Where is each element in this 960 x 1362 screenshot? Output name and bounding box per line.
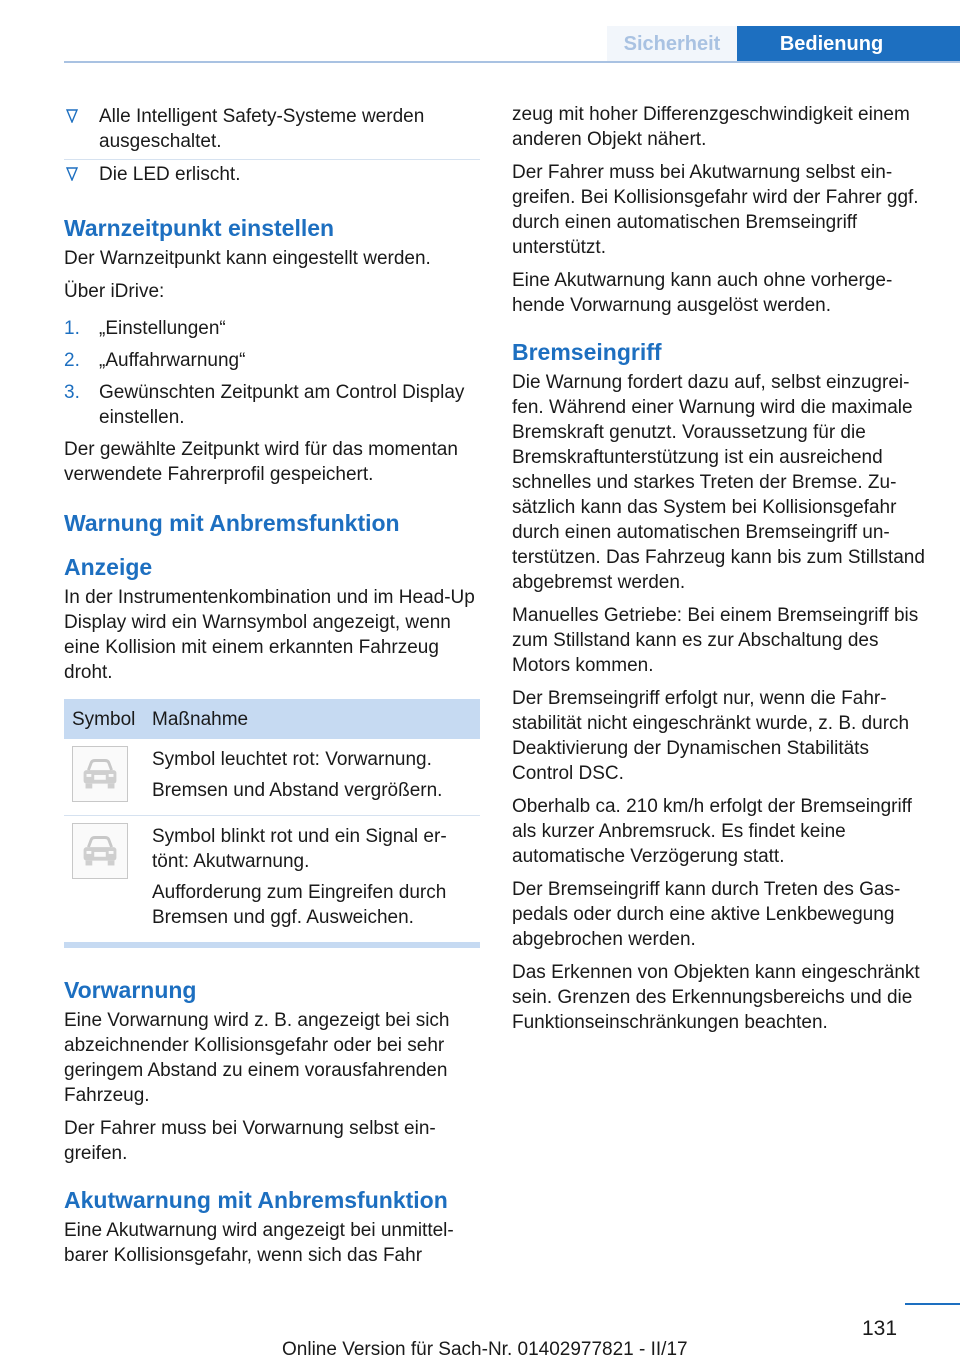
bullet-text: Alle Intelligent Safety-Systeme werden ausgeschaltet. bbox=[99, 106, 425, 152]
paragraph: Das Erkennen von Objekten kann eingeschränkt sein. Grenzen des Erkennungsbereichs und die Funktionseinschränkungen beachten. bbox=[512, 962, 920, 1033]
column-header: Symbol bbox=[64, 699, 144, 739]
bullet-text: Die LED erlischt. bbox=[99, 164, 241, 185]
car-warning-icon bbox=[72, 746, 128, 802]
table-row bbox=[64, 816, 480, 946]
action-text: Bremsen und Abstand vergrößern. bbox=[152, 780, 443, 801]
step-number: 1. bbox=[64, 318, 80, 339]
paragraph: zeug mit hoher Differenzgeschwindigkeit einem anderen Objekt nähert. bbox=[512, 104, 910, 150]
action-text: Symbol leuchtet rot: Vorwarnung. bbox=[152, 749, 432, 770]
paragraph: Über iDrive: bbox=[64, 281, 165, 302]
heading-vorwarnung: Vorwarnung bbox=[64, 977, 197, 1003]
list-item bbox=[64, 102, 480, 160]
paragraph: Der Fahrer muss bei Vorwarnung selbst eingreifen. bbox=[64, 1118, 436, 1164]
paragraph: Eine Vorwarnung wird z. B. angezeigt bei sich abzeichnender Kollisionsgefahr oder bei sehr geringem Abstand zu einem vorausfahrenden Fahrzeug. bbox=[64, 1010, 450, 1106]
tab-sicherheit[interactable]: Sicherheit bbox=[607, 26, 737, 62]
heading-bremseingriff: Bremseingriff bbox=[512, 339, 662, 365]
action-cell bbox=[144, 739, 480, 816]
paragraph: Die Warnung fordert dazu auf, selbst einzugreifen. Während einer Warnung wird die maximale Bremskraft genutzt. Voraussetzung für die Bremskraftunterstützung ist ein ausreichend schnelles und starkes Treten der Bremse. Zusätzlich kann das System bei Kollisionsgefahr durch einen automatischen Bremseingriff unterstützen. Das Fahrzeug kann bis zum Stillstand abgebremst werden. bbox=[512, 372, 925, 593]
heading-warnzeitpunkt: Warnzeitpunkt einstellen bbox=[64, 215, 335, 241]
steps-list bbox=[64, 316, 480, 430]
car-warning-icon bbox=[72, 823, 128, 879]
step-text: „Einstellungen“ bbox=[99, 318, 226, 339]
table-header-row bbox=[64, 699, 480, 739]
column-header: Maßnahme bbox=[144, 699, 480, 739]
paragraph: Eine Akutwarnung kann auch ohne vorhergehende Vorwarnung ausgelöst werden. bbox=[512, 270, 893, 316]
bullet-triangle-icon bbox=[66, 167, 78, 181]
action-cell bbox=[144, 816, 480, 946]
paragraph: Manuelles Getriebe: Bei einem Bremseingriff bis zum Stillstand kann es zur Abschaltung des Motors kommen. bbox=[512, 605, 919, 676]
table-row bbox=[64, 739, 480, 816]
step-text: Gewünschten Zeitpunkt am Control Display einstellen. bbox=[99, 382, 465, 428]
section-tabs bbox=[607, 26, 960, 62]
paragraph: Oberhalb ca. 210 km/h erfolgt der Bremseingriff als kurzer Anbremsruck. Es findet keine automatische Verzögerung statt. bbox=[512, 796, 912, 867]
online-version-footer: Online Version für Sach-Nr. 01402977821 - II/17 bbox=[282, 1339, 688, 1360]
footer-rule bbox=[905, 1303, 960, 1305]
step-text: „Auffahrwarnung“ bbox=[99, 350, 246, 371]
action-text: Symbol blinkt rot und ein Signal ertönt: Akutwarnung. bbox=[152, 826, 447, 872]
header-rule bbox=[64, 61, 960, 63]
page-number: 131 bbox=[862, 1317, 898, 1340]
list-item bbox=[64, 380, 480, 430]
paragraph: Der Bremseingriff kann durch Treten des Gaspedals oder durch eine aktive Lenkbewegung abgebrochen werden. bbox=[512, 879, 901, 950]
bullet-list bbox=[64, 102, 480, 192]
paragraph: Der gewählte Zeitpunkt wird für das momentan verwendete Fahrerprofil gespeichert. bbox=[64, 439, 458, 485]
list-item bbox=[64, 316, 480, 341]
paragraph: Der Warnzeitpunkt kann eingestellt werden. bbox=[64, 248, 431, 269]
left-column bbox=[64, 102, 480, 1276]
paragraph: Der Fahrer muss bei Akutwarnung selbst eingreifen. Bei Kollisionsgefahr wird der Fahrer ggf. durch einen automatischen Bremseingriff unterstützt. bbox=[512, 162, 919, 258]
symbol-table bbox=[64, 699, 480, 948]
heading-akutwarnung: Akutwarnung mit Anbremsfunktion bbox=[64, 1187, 448, 1213]
symbol-cell bbox=[64, 816, 144, 946]
list-item bbox=[64, 348, 480, 373]
right-column bbox=[512, 102, 930, 1043]
symbol-cell bbox=[64, 739, 144, 816]
tab-bedienung[interactable]: Bedienung bbox=[737, 26, 960, 62]
action-text: Aufforderung zum Eingreifen durch Bremsen und ggf. Ausweichen. bbox=[152, 882, 447, 928]
paragraph: Der Bremseingriff erfolgt nur, wenn die Fahrstabilität nicht eingeschränkt wurde, z. B. durch Deaktivierung der Dynamischen Stabilitäts Control DSC. bbox=[512, 688, 910, 784]
list-item bbox=[64, 160, 480, 192]
step-number: 2. bbox=[64, 350, 80, 371]
heading-anzeige: Anzeige bbox=[64, 554, 153, 580]
step-number: 3. bbox=[64, 382, 80, 403]
bullet-triangle-icon bbox=[66, 109, 78, 123]
paragraph: In der Instrumentenkombination und im Head-Up Display wird ein Warnsymbol angezeigt, wenn eine Kollision mit einem erkannten Fahrzeug droht. bbox=[64, 587, 475, 683]
heading-warnung: Warnung mit Anbremsfunktion bbox=[64, 510, 400, 536]
paragraph: Eine Akutwarnung wird angezeigt bei unmittelbarer Kollisionsgefahr, wenn sich das Fahr bbox=[64, 1220, 454, 1266]
